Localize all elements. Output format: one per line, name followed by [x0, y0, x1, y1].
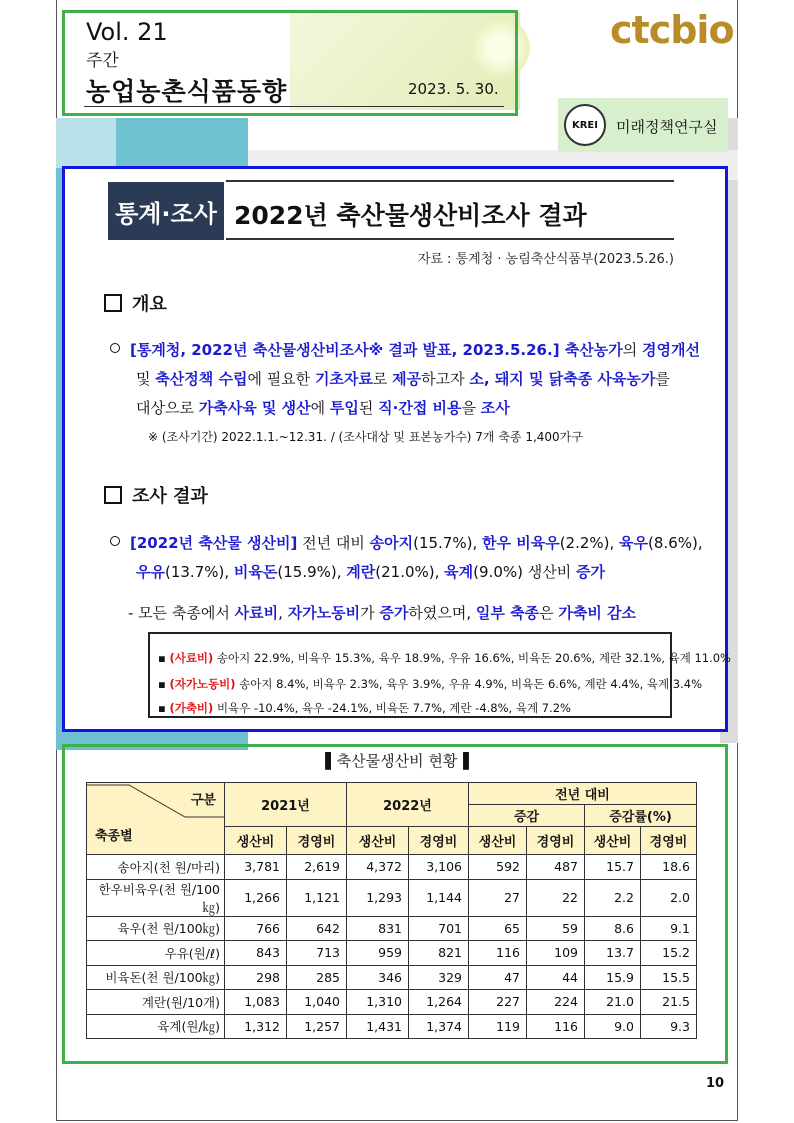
table-cell: 821	[409, 941, 469, 966]
row-label: 비육돈(천 원/100㎏)	[87, 965, 225, 990]
table-cell: 298	[225, 965, 287, 990]
header-yoy: 전년 대비	[469, 783, 697, 805]
table-cell: 116	[527, 1014, 585, 1039]
header-2021: 2021년	[225, 783, 347, 827]
results-detail-summary	[128, 602, 636, 623]
detail-text: 송아지 8.4%, 비육우 2.3%, 육우 3.9%, 우유 4.9%, 비육돈 6.6%, 계란 4.4%, 육계 3.4%	[239, 677, 702, 691]
results-text: 하였으며,	[408, 604, 476, 622]
table-cell: 2,619	[287, 855, 347, 880]
krei-logo-icon: KREI	[564, 104, 606, 146]
results-line-2	[136, 558, 605, 587]
detail-tag: (가축비)	[169, 701, 214, 715]
header-change: 증감	[469, 805, 585, 827]
detail-text: 송아지 22.9%, 비육우 15.3%, 육우 18.9%, 우유 16.6%, 비육돈 20.6%, 계란 32.1%, 육계 11.0%	[216, 651, 731, 665]
table-cell: 13.7	[585, 941, 641, 966]
results-text: (15.7%),	[413, 534, 482, 552]
table-cell: 22	[527, 879, 585, 916]
table-cell: 1,374	[409, 1014, 469, 1039]
krei-name: 미래정책연구실	[616, 118, 718, 136]
page-number: 10	[706, 1076, 725, 1091]
table-cell: 1,144	[409, 879, 469, 916]
table-cell: 1,257	[287, 1014, 347, 1039]
results-text: (9.0%) 생산비	[473, 563, 576, 581]
overview-heading-text: 개요	[132, 294, 167, 315]
table-cell: 1,264	[409, 990, 469, 1015]
overview-text: 직·간접 비용	[378, 399, 462, 417]
results-text: (2.2%),	[559, 534, 620, 552]
table-cell: 1,266	[225, 879, 287, 916]
results-text: (8.6%),	[648, 534, 703, 552]
overview-text: 로	[372, 370, 393, 388]
results-text: 가	[360, 604, 380, 622]
publication-title: 농업농촌식품동향	[86, 77, 288, 106]
table-cell: 116	[469, 941, 527, 966]
results-text: 계란	[346, 563, 376, 581]
header-prod: 생산비	[225, 827, 287, 855]
results-text: ,	[278, 604, 288, 622]
results-text: 육우	[619, 534, 649, 552]
results-text: 비육돈	[233, 563, 278, 581]
row-label: 한우비육우(천 원/100㎏)	[87, 879, 225, 916]
results-text: 사료비	[234, 604, 279, 622]
table-cell: 1,121	[287, 879, 347, 916]
diagonal-line	[87, 783, 225, 853]
row-label: 계란(원/10개)	[87, 990, 225, 1015]
overview-text: 축산정책 수립	[155, 370, 248, 388]
header-mgmt: 경영비	[409, 827, 469, 855]
overview-heading	[104, 290, 167, 316]
overview-line-3	[136, 394, 510, 423]
overview-text: 경영개선	[642, 341, 700, 359]
table-cell: 592	[469, 855, 527, 880]
table-cell: 27	[469, 879, 527, 916]
table-cell: 15.9	[585, 965, 641, 990]
table-cell: 346	[347, 965, 409, 990]
detail-text: 비육우 -10.4%, 육우 -24.1%, 비육돈 7.7%, 계란 -4.8%, 육계 7.2%	[216, 701, 571, 715]
checkbox-square-icon	[104, 486, 122, 504]
overview-text: 조사	[480, 399, 510, 417]
results-text: 자가노동비	[287, 604, 361, 622]
table-cell: 59	[527, 916, 585, 941]
table-cell: 843	[225, 941, 287, 966]
overview-text: 된	[358, 399, 379, 417]
table-cell: 1,083	[225, 990, 287, 1015]
table-cell: 487	[527, 855, 585, 880]
table-cell: 21.0	[585, 990, 641, 1015]
overview-text: 대상으로	[136, 399, 199, 417]
header-rate: 증감률(%)	[585, 805, 697, 827]
title-underline	[84, 106, 504, 107]
table-cell: 47	[469, 965, 527, 990]
detail-livestock-cost: ▪ (가축비) 비육우 -10.4%, 육우 -24.1%, 비육돈 7.7%, 계란 -4.8%, 육계 7.2%	[158, 701, 571, 715]
table-cell: 2.0	[641, 879, 697, 916]
results-text: 한우 비육우	[482, 534, 560, 552]
results-line-1	[110, 529, 703, 558]
overview-text: 에 필요한	[247, 370, 315, 388]
table-cell: 21.5	[641, 990, 697, 1015]
weekly-label: 주간	[86, 51, 119, 71]
table-cell: 285	[287, 965, 347, 990]
header-corner	[87, 783, 225, 855]
source-note: 자료 : 통계청 · 농림축산식품부(2023.5.26.)	[417, 252, 674, 267]
results-text: 일부 축종	[475, 604, 540, 622]
table-cell: 2.2	[585, 879, 641, 916]
table-cell: 8.6	[585, 916, 641, 941]
table-cell: 44	[527, 965, 585, 990]
table-cell: 15.5	[641, 965, 697, 990]
header-mgmt: 경영비	[641, 827, 697, 855]
row-label: 우유(원/ℓ)	[87, 941, 225, 966]
results-text: (21.0%),	[375, 563, 445, 581]
table-cell: 766	[225, 916, 287, 941]
overview-line-1	[110, 336, 700, 365]
table-row	[87, 879, 697, 916]
detail-labor-cost: ▪ (자가노동비) 송아지 8.4%, 비육우 2.3%, 육우 3.9%, 우유 4.9%, 비육돈 6.6%, 계란 4.4%, 육계 3.4%	[158, 677, 702, 691]
header-2022: 2022년	[347, 783, 469, 827]
table-cell: 1,431	[347, 1014, 409, 1039]
overview-text: 를	[655, 370, 670, 388]
table-cell: 18.6	[641, 855, 697, 880]
table-cell: 1,310	[347, 990, 409, 1015]
results-heading-text: 조사 결과	[132, 486, 208, 507]
results-text: 가축비 감소	[558, 604, 637, 622]
results-text: (13.7%),	[164, 563, 234, 581]
row-label: 송아지(천 원/마리)	[87, 855, 225, 880]
table-cell: 959	[347, 941, 409, 966]
overview-text: 의	[622, 341, 642, 359]
section-badge: 통계·조사	[108, 182, 224, 240]
results-text: 송아지	[369, 534, 414, 552]
table-cell: 65	[469, 916, 527, 941]
detail-tag: (자가노동비)	[169, 677, 236, 691]
table-cell: 1,040	[287, 990, 347, 1015]
table-row	[87, 965, 697, 990]
results-text: 증가	[575, 563, 605, 581]
results-text: 우유	[136, 563, 165, 581]
header-mgmt: 경영비	[287, 827, 347, 855]
header-prod: 생산비	[469, 827, 527, 855]
survey-note: ※ (조사기간) 2022.1.1.~12.31. / (조사대상 및 표본농가수) 7개 축종 1,400가구	[148, 430, 583, 444]
publication-date: 2023. 5. 30.	[408, 80, 499, 98]
table-cell: 329	[409, 965, 469, 990]
section-bottom-rule	[226, 238, 674, 240]
table-cell: 109	[527, 941, 585, 966]
results-heading	[104, 482, 208, 508]
table-cell: 713	[287, 941, 347, 966]
circle-bullet-icon	[110, 343, 120, 353]
row-label: 육계(원/㎏)	[87, 1014, 225, 1039]
table-cell: 15.7	[585, 855, 641, 880]
table-row	[87, 941, 697, 966]
table-cell: 831	[347, 916, 409, 941]
overview-text: 에	[310, 399, 330, 417]
table-cell: 9.3	[641, 1014, 697, 1039]
results-text: 증가	[379, 604, 409, 622]
row-label: 육우(천 원/100㎏)	[87, 916, 225, 941]
results-text: - 모든 축종에서	[128, 604, 235, 622]
volume-label: Vol. 21	[86, 18, 168, 46]
results-text: 은	[539, 604, 559, 622]
detail-tag: (사료비)	[169, 651, 214, 665]
production-cost-table	[86, 782, 697, 1039]
detail-feed-cost: ▪ (사료비) 송아지 22.9%, 비육우 15.3%, 육우 18.9%, 우유 16.6%, 비육돈 20.6%, 계란 32.1%, 육계 11.0%	[158, 651, 731, 665]
header-mgmt: 경영비	[527, 827, 585, 855]
table-cell: 1,293	[347, 879, 409, 916]
table-cell: 642	[287, 916, 347, 941]
brand-logo: ctcbio	[610, 8, 734, 52]
table-cell: 9.1	[641, 916, 697, 941]
overview-text: 소, 돼지 및 닭축종 사육농가	[469, 370, 656, 388]
table-row	[87, 1014, 697, 1039]
table-cell: 1,312	[225, 1014, 287, 1039]
table-cell: 3,781	[225, 855, 287, 880]
table-cell: 224	[527, 990, 585, 1015]
overview-text: 및	[136, 370, 156, 388]
overview-text: 기초자료	[314, 370, 373, 388]
circle-bullet-icon	[110, 536, 120, 546]
results-text: (15.9%),	[277, 563, 347, 581]
overview-line-2	[136, 365, 670, 394]
table-row	[87, 916, 697, 941]
overview-text: 가축사육 및 생산	[198, 399, 311, 417]
header-prod: 생산비	[585, 827, 641, 855]
results-text: 전년 대비	[297, 534, 370, 552]
section-title: 2022년 축산물생산비조사 결과	[234, 201, 587, 230]
table-title: ▌축산물생산비 현황▐	[325, 752, 469, 770]
section-top-rule	[226, 180, 674, 182]
overview-text: 제공	[392, 370, 422, 388]
table-cell: 119	[469, 1014, 527, 1039]
table-row	[87, 855, 697, 880]
checkbox-square-icon	[104, 294, 122, 312]
table-cell: 227	[469, 990, 527, 1015]
results-text: 육계	[444, 563, 474, 581]
table-cell: 701	[409, 916, 469, 941]
table-cell: 15.2	[641, 941, 697, 966]
table-cell: 3,106	[409, 855, 469, 880]
overview-text: 하고자	[421, 370, 470, 388]
results-text: [2022년 축산물 생산비]	[130, 534, 298, 552]
table-cell: 9.0	[585, 1014, 641, 1039]
overview-text: 을	[461, 399, 481, 417]
overview-text: 투입	[329, 399, 359, 417]
table-cell: 4,372	[347, 855, 409, 880]
header-prod: 생산비	[347, 827, 409, 855]
table-row	[87, 990, 697, 1015]
header-gubun: 구분	[190, 793, 216, 808]
decor-teal-light	[56, 118, 116, 168]
header-species: 축종별	[95, 829, 133, 844]
overview-text: [통계청, 2022년 축산물생산비조사※ 결과 발표, 2023.5.26.] 축산농가	[130, 341, 623, 359]
